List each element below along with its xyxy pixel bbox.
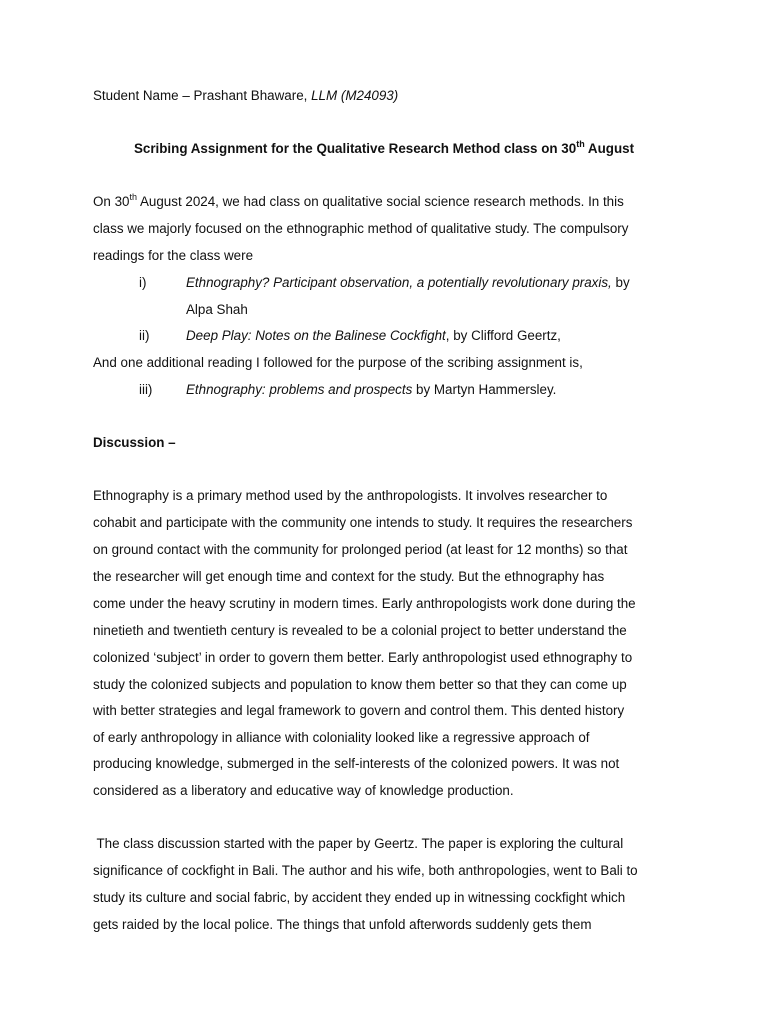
paragraph-1-line: on ground contact with the community for prolonged period (at least for 12 months) so that bbox=[93, 542, 628, 557]
reading-title-3: Ethnography: problems and prospects bbox=[186, 382, 413, 397]
paragraph-1-line: Ethnography is a primary method used by the anthropologists. It involves researcher to bbox=[93, 488, 608, 503]
paragraph-1-line: of early anthropology in alliance with coloniality looked like a regressive approach of bbox=[93, 730, 590, 745]
paragraph-2-line: study its culture and social fabric, by accident they ended up in witnessing cockfight which bbox=[93, 890, 626, 905]
intro-line-1: On 30th August 2024, we had class on qualitative social science research methods. In this bbox=[93, 191, 624, 209]
paragraph-2-line: significance of cockfight in Bali. The author and his wife, both anthropologies, went to Bali to bbox=[93, 863, 638, 878]
paragraph-2-line: The class discussion started with the paper by Geertz. The paper is exploring the cultural bbox=[93, 836, 624, 851]
student-program: LLM (M24093) bbox=[311, 88, 399, 103]
paragraph-1-line: with better strategies and legal framework to govern and control them. This dented history bbox=[93, 703, 625, 718]
reading-item-1: Ethnography? Participant observation, a potentially revolutionary praxis, by bbox=[186, 275, 630, 290]
student-name-line bbox=[93, 87, 398, 105]
reading-number-1: i) bbox=[139, 275, 147, 290]
intro-line-3: readings for the class were bbox=[93, 248, 254, 263]
paragraph-1-line: colonized ‘subject’ in order to govern them better. Early anthropologist used ethnography to bbox=[93, 650, 633, 665]
reading-item-2: Deep Play: Notes on the Balinese Cockfight, by Clifford Geertz, bbox=[186, 328, 561, 343]
paragraph-1-line: producing knowledge, submerged in the self-interests of the colonized powers. It was not bbox=[93, 756, 620, 771]
reading-title-2: Deep Play: Notes on the Balinese Cockfight bbox=[186, 328, 446, 343]
intro-superscript: th bbox=[129, 191, 137, 202]
paragraph-1-line: come under the heavy scrutiny in modern times. Early anthropologists work done during the bbox=[93, 596, 636, 611]
reading-item-3: Ethnography: problems and prospects by Martyn Hammersley. bbox=[186, 382, 557, 397]
discussion-heading: Discussion – bbox=[93, 435, 176, 450]
reading-number-2: ii) bbox=[139, 328, 150, 343]
reading-author-1: Alpa Shah bbox=[186, 302, 248, 317]
reading-number-3: iii) bbox=[139, 382, 153, 397]
paragraph-1-line: ninetieth and twentieth century is revealed to be a colonial project to better understand the bbox=[93, 623, 627, 638]
paragraph-1-line: considered as a liberatory and educative way of knowledge production. bbox=[93, 783, 514, 798]
intro-line-2: class we majorly focused on the ethnographic method of qualitative study. The compulsory bbox=[93, 221, 629, 236]
paragraph-1-line: the researcher will get enough time and context for the study. But the ethnography has bbox=[93, 569, 605, 584]
title-superscript: th bbox=[576, 138, 585, 149]
paragraph-1-line: study the colonized subjects and population to know them better so that they can come up bbox=[93, 677, 627, 692]
paragraph-1-line: cohabit and participate with the community one intends to study. It requires the researchers bbox=[93, 515, 633, 530]
document-title: Scribing Assignment for the Qualitative Research Method class on 30th August bbox=[133, 138, 635, 156]
additional-reading-line: And one additional reading I followed for the purpose of the scribing assignment is, bbox=[93, 355, 583, 370]
paragraph-2-line: gets raided by the local police. The things that unfold afterwords suddenly gets them bbox=[93, 917, 592, 932]
student-name-label: Student Name – Prashant Bhaware, bbox=[93, 88, 312, 103]
reading-title-1: Ethnography? Participant observation, a potentially revolutionary praxis, bbox=[186, 275, 612, 290]
